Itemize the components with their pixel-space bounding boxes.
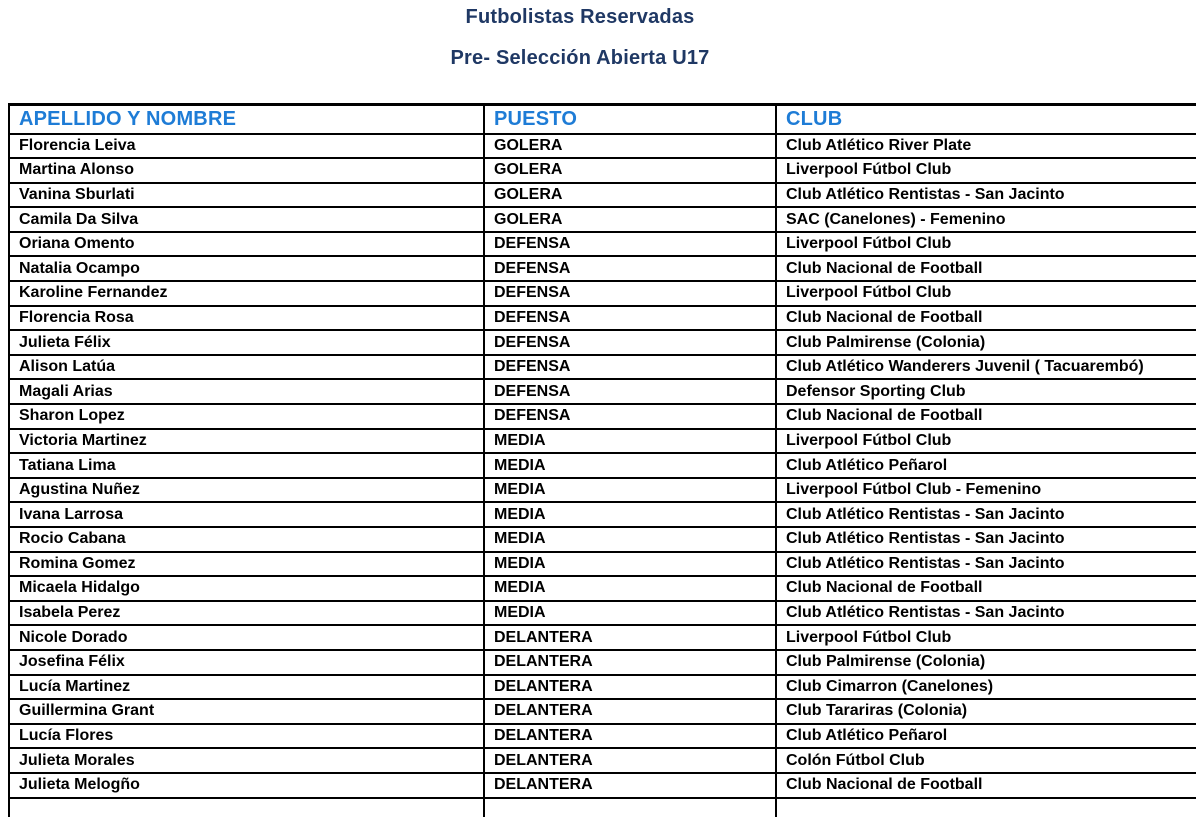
empty-cell: [9, 798, 484, 817]
table-row: [9, 306, 1196, 331]
cell-name: Martina Alonso: [9, 158, 484, 183]
cell-puesto: DELANTERA: [484, 748, 776, 773]
cell-club: Liverpool Fútbol Club: [776, 158, 1196, 183]
table-row: [9, 724, 1196, 749]
table-row: [9, 625, 1196, 650]
cell-club: Club Nacional de Football: [776, 404, 1196, 429]
table-row: [9, 748, 1196, 773]
cell-name: Magali Arias: [9, 379, 484, 404]
cell-puesto: DELANTERA: [484, 724, 776, 749]
cell-club: Club Atlético Peñarol: [776, 453, 1196, 478]
cell-name: Victoria Martinez: [9, 429, 484, 454]
cell-club: Liverpool Fútbol Club: [776, 429, 1196, 454]
cell-name: Florencia Rosa: [9, 306, 484, 331]
cell-puesto: MEDIA: [484, 527, 776, 552]
cell-puesto: MEDIA: [484, 552, 776, 577]
column-header-puesto: PUESTO: [484, 105, 776, 134]
cell-name: Ivana Larrosa: [9, 502, 484, 527]
page-title: Futbolistas Reservadas: [465, 6, 695, 28]
table-row: [9, 527, 1196, 552]
empty-row: [9, 798, 1196, 817]
cell-puesto: DELANTERA: [484, 675, 776, 700]
empty-cell: [484, 798, 776, 817]
cell-club: Colón Fútbol Club: [776, 748, 1196, 773]
cell-club: Club Atlético Rentistas - San Jacinto: [776, 527, 1196, 552]
cell-club: Club Nacional de Football: [776, 773, 1196, 798]
page-titles: [0, 0, 1160, 70]
cell-club: Liverpool Fútbol Club: [776, 625, 1196, 650]
cell-puesto: GOLERA: [484, 158, 776, 183]
column-header-club: CLUB: [776, 105, 1196, 134]
cell-puesto: DEFENSA: [484, 330, 776, 355]
table-row: [9, 379, 1196, 404]
cell-name: Florencia Leiva: [9, 134, 484, 159]
cell-name: Isabela Perez: [9, 601, 484, 626]
table-row: [9, 478, 1196, 503]
cell-name: Rocio Cabana: [9, 527, 484, 552]
cell-club: Club Atlético Wanderers Juvenil ( Tacuarembó): [776, 355, 1196, 380]
cell-puesto: MEDIA: [484, 478, 776, 503]
table-row: [9, 330, 1196, 355]
cell-puesto: DELANTERA: [484, 699, 776, 724]
cell-puesto: DEFENSA: [484, 281, 776, 306]
cell-name: Alison Latúa: [9, 355, 484, 380]
cell-name: Natalia Ocampo: [9, 256, 484, 281]
cell-name: Sharon Lopez: [9, 404, 484, 429]
cell-puesto: DEFENSA: [484, 306, 776, 331]
cell-club: Club Atlético Rentistas - San Jacinto: [776, 601, 1196, 626]
players-table: [8, 103, 1196, 817]
cell-club: Club Palmirense (Colonia): [776, 650, 1196, 675]
cell-puesto: DEFENSA: [484, 355, 776, 380]
cell-puesto: GOLERA: [484, 183, 776, 208]
table-row: [9, 650, 1196, 675]
cell-name: Lucía Martinez: [9, 675, 484, 700]
cell-name: Oriana Omento: [9, 232, 484, 257]
cell-club: SAC (Canelones) - Femenino: [776, 207, 1196, 232]
table-row: [9, 601, 1196, 626]
cell-name: Tatiana Lima: [9, 453, 484, 478]
table-row: [9, 453, 1196, 478]
cell-club: Club Atlético Peñarol: [776, 724, 1196, 749]
cell-puesto: DEFENSA: [484, 232, 776, 257]
cell-name: Karoline Fernandez: [9, 281, 484, 306]
cell-name: Josefina Félix: [9, 650, 484, 675]
cell-puesto: MEDIA: [484, 453, 776, 478]
cell-puesto: MEDIA: [484, 601, 776, 626]
cell-name: Julieta Morales: [9, 748, 484, 773]
cell-puesto: DEFENSA: [484, 256, 776, 281]
table-header-row: [9, 105, 1196, 134]
cell-name: Vanina Sburlati: [9, 183, 484, 208]
table-row: [9, 773, 1196, 798]
cell-club: Liverpool Fútbol Club: [776, 232, 1196, 257]
table-body: [9, 134, 1196, 817]
table-row: [9, 429, 1196, 454]
table-row: [9, 207, 1196, 232]
table-row: [9, 502, 1196, 527]
cell-name: Julieta Félix: [9, 330, 484, 355]
cell-club: Liverpool Fútbol Club: [776, 281, 1196, 306]
cell-name: Romina Gomez: [9, 552, 484, 577]
table-row: [9, 404, 1196, 429]
page-subtitle: Pre- Selección Abierta U17: [450, 47, 710, 69]
cell-puesto: DELANTERA: [484, 773, 776, 798]
cell-puesto: MEDIA: [484, 576, 776, 601]
cell-puesto: GOLERA: [484, 134, 776, 159]
cell-club: Club Atlético Rentistas - San Jacinto: [776, 502, 1196, 527]
table-row: [9, 355, 1196, 380]
cell-club: Club Nacional de Football: [776, 576, 1196, 601]
cell-name: Lucía Flores: [9, 724, 484, 749]
column-header-apellido-y-nombre: APELLIDO Y NOMBRE: [9, 105, 484, 134]
cell-club: Club Atlético Rentistas - San Jacinto: [776, 552, 1196, 577]
table-row: [9, 699, 1196, 724]
cell-name: Micaela Hidalgo: [9, 576, 484, 601]
cell-club: Defensor Sporting Club: [776, 379, 1196, 404]
cell-puesto: DELANTERA: [484, 625, 776, 650]
table-row: [9, 183, 1196, 208]
table-row: [9, 576, 1196, 601]
table-row: [9, 134, 1196, 159]
empty-cell: [776, 798, 1196, 817]
cell-name: Camila Da Silva: [9, 207, 484, 232]
cell-puesto: MEDIA: [484, 429, 776, 454]
cell-name: Nicole Dorado: [9, 625, 484, 650]
cell-club: Club Palmirense (Colonia): [776, 330, 1196, 355]
cell-club: Liverpool Fútbol Club - Femenino: [776, 478, 1196, 503]
cell-puesto: MEDIA: [484, 502, 776, 527]
cell-club: Club Nacional de Football: [776, 306, 1196, 331]
cell-puesto: DEFENSA: [484, 404, 776, 429]
cell-name: Agustina Nuñez: [9, 478, 484, 503]
cell-club: Club Atlético River Plate: [776, 134, 1196, 159]
table-row: [9, 281, 1196, 306]
cell-club: Club Atlético Rentistas - San Jacinto: [776, 183, 1196, 208]
table-row: [9, 158, 1196, 183]
table-row: [9, 232, 1196, 257]
cell-club: Club Tarariras (Colonia): [776, 699, 1196, 724]
cell-name: Guillermina Grant: [9, 699, 484, 724]
table-row: [9, 256, 1196, 281]
cell-club: Club Cimarron (Canelones): [776, 675, 1196, 700]
table-row: [9, 675, 1196, 700]
cell-puesto: DELANTERA: [484, 650, 776, 675]
cell-club: Club Nacional de Football: [776, 256, 1196, 281]
cell-puesto: GOLERA: [484, 207, 776, 232]
cell-puesto: DEFENSA: [484, 379, 776, 404]
cell-name: Julieta Melogño: [9, 773, 484, 798]
table-row: [9, 552, 1196, 577]
